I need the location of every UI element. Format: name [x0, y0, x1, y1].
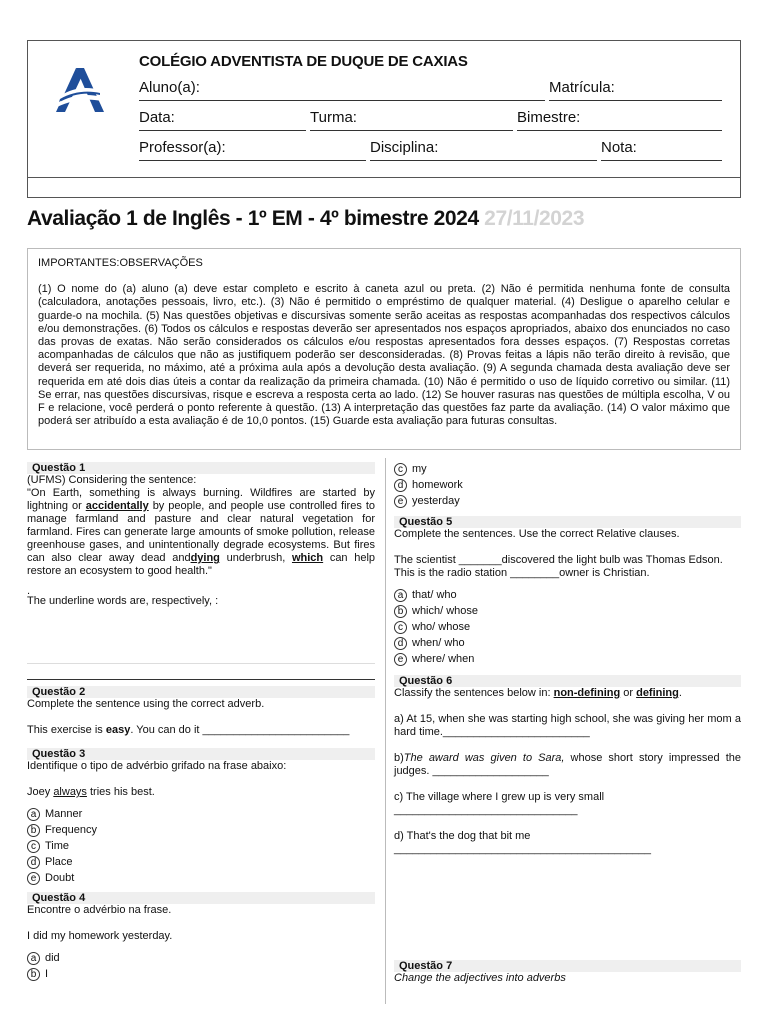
- question-1-prompt: The underline words are, respectively, :: [27, 595, 219, 607]
- observations-heading: IMPORTANTES:OBSERVAÇÕES: [38, 257, 203, 269]
- option-label: who/ whose: [412, 620, 471, 633]
- option-label: my: [412, 462, 427, 475]
- underlined-word: defining: [636, 687, 679, 699]
- question-5-instruction: Complete the sentences. Use the correct Relative clauses.: [394, 528, 680, 540]
- page-title: [27, 207, 584, 231]
- column-divider: [385, 458, 386, 1004]
- underlined-word: always: [53, 786, 87, 798]
- school-logo-icon: [54, 66, 106, 114]
- passage-text: underbrush,: [226, 552, 286, 564]
- sentence-text: Joey: [27, 786, 51, 798]
- passage-text: can help restore an ecosystem to good health.": [27, 552, 376, 577]
- question-4-heading: Questão 4: [27, 892, 375, 904]
- term-field[interactable]: Bimestre:: [517, 109, 722, 131]
- header-strip: [28, 177, 740, 197]
- option-circle-icon[interactable]: a: [27, 808, 40, 821]
- option-label: homework: [412, 478, 463, 491]
- question-3-sentence: [27, 786, 375, 799]
- item-text: b): [394, 752, 404, 764]
- registration-field[interactable]: Matrícula:: [549, 79, 722, 101]
- question-5-sentence-2: This is the radio station ________owner is Christian.: [394, 567, 650, 579]
- question-7-instruction: Change the adjectives into adverbs: [394, 972, 566, 984]
- sentence-text: This exercise is: [27, 724, 103, 736]
- option-label: where/ when: [412, 652, 475, 665]
- school-name: COLÉGIO ADVENTISTA DE DUQUE DE CAXIAS: [139, 53, 468, 70]
- bold-word: easy: [105, 724, 131, 736]
- option-circle-icon[interactable]: c: [394, 463, 407, 476]
- option-e[interactable]: [394, 493, 741, 509]
- passage-text: "On Earth, something is always burning. Wildfires are started by lightning or: [27, 487, 375, 512]
- option-circle-icon[interactable]: b: [27, 968, 40, 981]
- option-circle-icon[interactable]: d: [394, 479, 407, 492]
- option-label: Manner: [45, 807, 83, 820]
- underlined-word: dying: [190, 552, 220, 564]
- observations-box: [27, 248, 741, 450]
- option-circle-icon[interactable]: e: [394, 653, 407, 666]
- option-d[interactable]: [394, 477, 741, 493]
- student-name-field[interactable]: Aluno(a):: [139, 79, 545, 101]
- option-circle-icon[interactable]: b: [27, 824, 40, 837]
- instruction-text: or: [623, 687, 634, 699]
- option-d[interactable]: [394, 635, 741, 651]
- question-4-sentence: I did my homework yesterday.: [27, 930, 173, 942]
- option-label: I: [45, 967, 49, 980]
- option-c[interactable]: [394, 619, 741, 635]
- option-b[interactable]: [27, 822, 375, 838]
- instruction-text: .: [678, 687, 682, 699]
- question-3-instruction: Identifique o tipo de advérbio grifado na frase abaixo:: [27, 760, 287, 772]
- option-circle-icon[interactable]: a: [27, 952, 40, 965]
- question-5-sentence-1: The scientist _______discovered the light bulb was Thomas Edson.: [394, 554, 723, 566]
- question-6-instruction: [394, 687, 741, 700]
- option-circle-icon[interactable]: d: [394, 637, 407, 650]
- underlined-word: non-defining: [553, 687, 621, 699]
- option-c[interactable]: [27, 838, 375, 854]
- option-e[interactable]: [27, 870, 375, 886]
- question-1-intro: (UFMS) Considering the sentence:: [27, 474, 197, 486]
- option-e[interactable]: [394, 651, 741, 667]
- option-label: which/ whose: [412, 604, 479, 617]
- date-field[interactable]: Data:: [139, 109, 306, 131]
- class-field[interactable]: Turma:: [310, 109, 513, 131]
- answer-line[interactable]: __________________________________________: [394, 843, 651, 855]
- question-6-item-d: d) That's the dog that bit me: [394, 830, 531, 842]
- italic-text: The award was given to Sara,: [403, 752, 565, 764]
- question-6-item-c: c) The village where I grew up is very small: [394, 791, 605, 803]
- question-2-heading: Questão 2: [27, 686, 375, 698]
- grade-field[interactable]: Nota:: [601, 139, 722, 161]
- option-circle-icon[interactable]: e: [27, 872, 40, 885]
- option-circle-icon[interactable]: c: [27, 840, 40, 853]
- left-column: [27, 462, 375, 982]
- option-a[interactable]: [27, 950, 375, 966]
- subject-field[interactable]: Disciplina:: [370, 139, 597, 161]
- question-7-heading: Questão 7: [394, 960, 741, 972]
- option-a[interactable]: [27, 806, 375, 822]
- option-d[interactable]: [27, 854, 375, 870]
- question-6-heading: Questão 6: [394, 675, 741, 687]
- option-circle-icon[interactable]: d: [27, 856, 40, 869]
- sentence-text: tries his best.: [90, 786, 155, 798]
- question-2-sentence: [27, 724, 375, 737]
- sentence-text: . You can do it ________________________: [130, 724, 350, 736]
- option-label: Doubt: [45, 871, 75, 884]
- question-6-item-a: a) At 15, when she was starting high school, she was giving her mom a hard time.________________________: [394, 713, 741, 738]
- answer-line[interactable]: [27, 664, 375, 680]
- option-label: Time: [45, 839, 70, 852]
- option-label: Frequency: [45, 823, 97, 836]
- option-label: yesterday: [412, 494, 460, 507]
- instruction-text: Classify the sentences below in:: [394, 687, 551, 699]
- option-b[interactable]: [394, 603, 741, 619]
- right-column: [394, 461, 741, 985]
- title-main: Avaliação 1 de Inglês - 1º EM - 4º bimestre 2024: [27, 207, 479, 230]
- option-b[interactable]: [27, 966, 375, 982]
- question-5-heading: Questão 5: [394, 516, 741, 528]
- option-label: that/ who: [412, 588, 457, 601]
- dot: .: [27, 585, 31, 597]
- answer-line[interactable]: [27, 652, 375, 664]
- underlined-word: which: [291, 552, 324, 564]
- option-label: did: [45, 951, 60, 964]
- passage-text: by people, and people use controlled fires to manage farmland and pasture and clear natural vegetation for farmland. Fires can generate large amounts of smoke pollution, release greenhouse gases, and unintentionally degrade ecosystems. But fires can also clear away dead and: [27, 500, 375, 564]
- teacher-field[interactable]: Professor(a):: [139, 139, 366, 161]
- question-4-instruction: Encontre o advérbio na frase.: [27, 904, 172, 916]
- observations-text: (1) O nome do (a) aluno (a) deve estar completo e escrito à caneta azul ou preta. (2) Não é permitida nenhuma fonte de consulta (calculadora, anotações pessoais, livro, etc.). (3) Não é permitido o empréstimo de qualquer material. (4) Desligue o aparelho celular e guarde-o na mochila. (5) Nas questões objetivas e discursivas somente serão aceitas as respostas acompanhadas dos respectivos cálculos e/ou demonstrações. (6) Todos os cálculos e respostas deverão ser apresentados nos espaços apropriados, abaixo dos enunciados no caso das provas de exatas. Não serão considerados os cálculos e/ou respostas apresentados fora desses espaços. (7) Respostas corretas acompanhadas de cálculos que não as justifiquem poderão ser desconsideradas. (8) Provas feitas a lápis não terão direito à revisão, que deverá ser requerida, no máximo, até a próxima aula após a devolução desta avaliação. (9) A segunda chamada desta avaliação deve ser requerida em até dois dias úteis a contar da realização da primeira chamada. (10) Não é permitido o uso de líquido corretivo ou similar. (11) Se errar, nas questões discursivas, risque e escreva a resposta certa ao lado. (12) Se houver rasuras nas questões de múltipla escolha, V ou F e relacione, você perderá o ponto referente à questão. (13) A interpretação das questões faz parte da avaliação. (14) O valor máximo que poderá ser atribuído a esta avaliação é de 10,0 pontos. (15) Guarde esta avaliação para futuras consultas.: [38, 283, 730, 428]
- title-date: 27/11/2023: [484, 207, 585, 230]
- school-header: [27, 40, 741, 198]
- question-3-heading: Questão 3: [27, 748, 375, 760]
- option-label: when/ who: [412, 636, 465, 649]
- item-text: whose short story impressed the judges. ___________________: [394, 752, 741, 777]
- option-circle-icon[interactable]: c: [394, 621, 407, 634]
- option-label: Place: [45, 855, 73, 868]
- underlined-word: accidentally: [85, 500, 149, 512]
- option-circle-icon[interactable]: a: [394, 589, 407, 602]
- option-circle-icon[interactable]: b: [394, 605, 407, 618]
- option-c[interactable]: [394, 461, 741, 477]
- option-circle-icon[interactable]: e: [394, 495, 407, 508]
- answer-line[interactable]: ______________________________: [394, 804, 578, 816]
- question-6-item-b: [394, 752, 741, 778]
- question-2-instruction: Complete the sentence using the correct adverb.: [27, 698, 265, 710]
- question-1-heading: Questão 1: [27, 462, 375, 474]
- question-1-passage: [27, 487, 375, 578]
- option-a[interactable]: [394, 587, 741, 603]
